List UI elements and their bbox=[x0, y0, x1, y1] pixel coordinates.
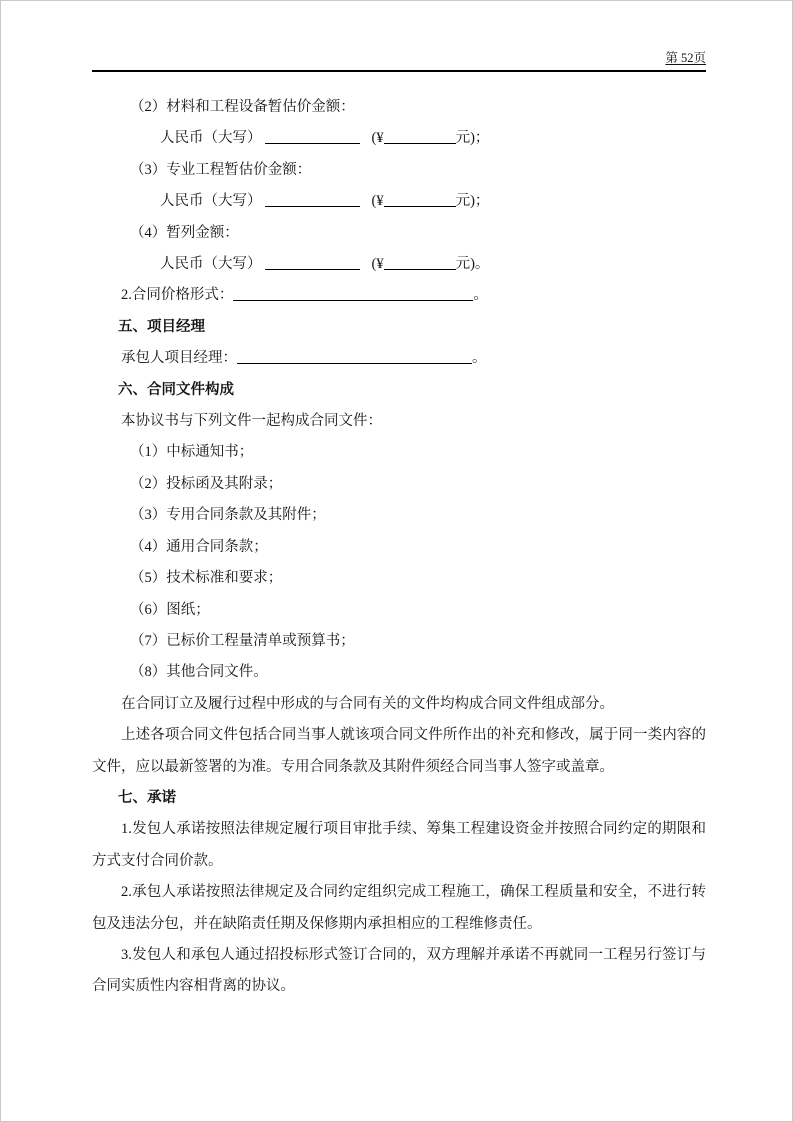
document-body bbox=[92, 92, 706, 1003]
section-heading-commitments: 七、承诺 bbox=[118, 789, 176, 806]
document-list-item: （4）通用合同条款； bbox=[130, 538, 268, 555]
page-number-label: 第 52页 bbox=[665, 51, 706, 65]
currency-label: 人民币（大写） bbox=[160, 193, 262, 210]
amount-in-words-blank bbox=[265, 192, 360, 207]
contract-documents-intro: 本协议书与下列文件一起构成合同文件： bbox=[121, 413, 382, 430]
yen-open: (¥ bbox=[371, 256, 384, 273]
yen-open: (¥ bbox=[371, 193, 384, 210]
period-mark: 。 bbox=[472, 350, 487, 367]
document-list-item: （6）图纸； bbox=[130, 601, 210, 618]
contract-price-form-line bbox=[92, 280, 706, 311]
section-heading-project-manager: 五、项目经理 bbox=[118, 318, 205, 335]
document-list-item: （7）已标价工程量清单或预算书； bbox=[130, 632, 355, 649]
document-list-item: （1）中标通知书； bbox=[130, 444, 254, 461]
currency-amount-line bbox=[92, 123, 706, 154]
price-item-title: （3）专业工程暂估价金额： bbox=[130, 161, 312, 178]
contract-price-form-label: 2.合同价格形式： bbox=[121, 287, 234, 304]
commitment-paragraph: 3.发包人和承包人通过招投标形式签订合同的，双方理解并承诺不再就同一工程另行签订与合同实质性内容相背离的协议。 bbox=[92, 946, 706, 995]
document-list-item: （3）专用合同条款及其附件； bbox=[130, 507, 326, 524]
price-item-title: （4）暂列金额： bbox=[130, 224, 239, 241]
yuan-close: 元)。 bbox=[455, 256, 490, 273]
commitment-paragraph: 2.承包人承诺按照法律规定及合同约定组织完成工程施工，确保工程质量和安全，不进行转包及违法分包，并在缺陷责任期及保修期内承担相应的工程维修责任。 bbox=[92, 884, 706, 932]
document-list-item: （8）其他合同文件。 bbox=[130, 664, 268, 681]
section-heading-contract-documents: 六、合同文件构成 bbox=[118, 381, 234, 398]
project-manager-label: 承包人项目经理： bbox=[121, 350, 237, 367]
currency-label: 人民币（大写） bbox=[160, 256, 262, 273]
amount-in-words-blank bbox=[265, 129, 360, 144]
period-mark: 。 bbox=[473, 287, 488, 304]
document-list-item: （2）投标函及其附录； bbox=[130, 475, 283, 492]
project-manager-blank bbox=[237, 349, 472, 364]
document-list-item: （5）技术标准和要求； bbox=[130, 570, 283, 587]
yuan-close: 元)； bbox=[455, 193, 490, 210]
currency-label: 人民币（大写） bbox=[160, 130, 262, 147]
contract-price-form-blank bbox=[233, 286, 473, 301]
contract-documents-paragraph: 上述各项合同文件包括合同当事人就该项合同文件所作出的补充和修改，属于同一类内容的文件，应以最新签署的为准。专用合同条款及其附件须经合同当事人签字或盖章。 bbox=[92, 727, 706, 775]
amount-in-figures-blank bbox=[384, 129, 456, 144]
commitment-paragraph: 1.发包人承诺按照法律规定履行项目审批手续、筹集工程建设资金并按照合同约定的期限和方式支付合同价款。 bbox=[92, 821, 706, 869]
currency-amount-line bbox=[92, 186, 706, 217]
contract-documents-paragraph: 在合同订立及履行过程中形成的与合同有关的文件均构成合同文件组成部分。 bbox=[121, 695, 614, 712]
yuan-close: 元)； bbox=[455, 130, 490, 147]
price-item-title: （2）材料和工程设备暂估价金额： bbox=[130, 99, 355, 115]
amount-in-words-blank bbox=[265, 255, 360, 270]
amount-in-figures-blank bbox=[384, 192, 456, 207]
project-manager-line bbox=[92, 343, 706, 374]
amount-in-figures-blank bbox=[384, 255, 456, 270]
page-header bbox=[92, 48, 706, 72]
yen-open: (¥ bbox=[371, 130, 384, 147]
currency-amount-line bbox=[92, 249, 706, 280]
